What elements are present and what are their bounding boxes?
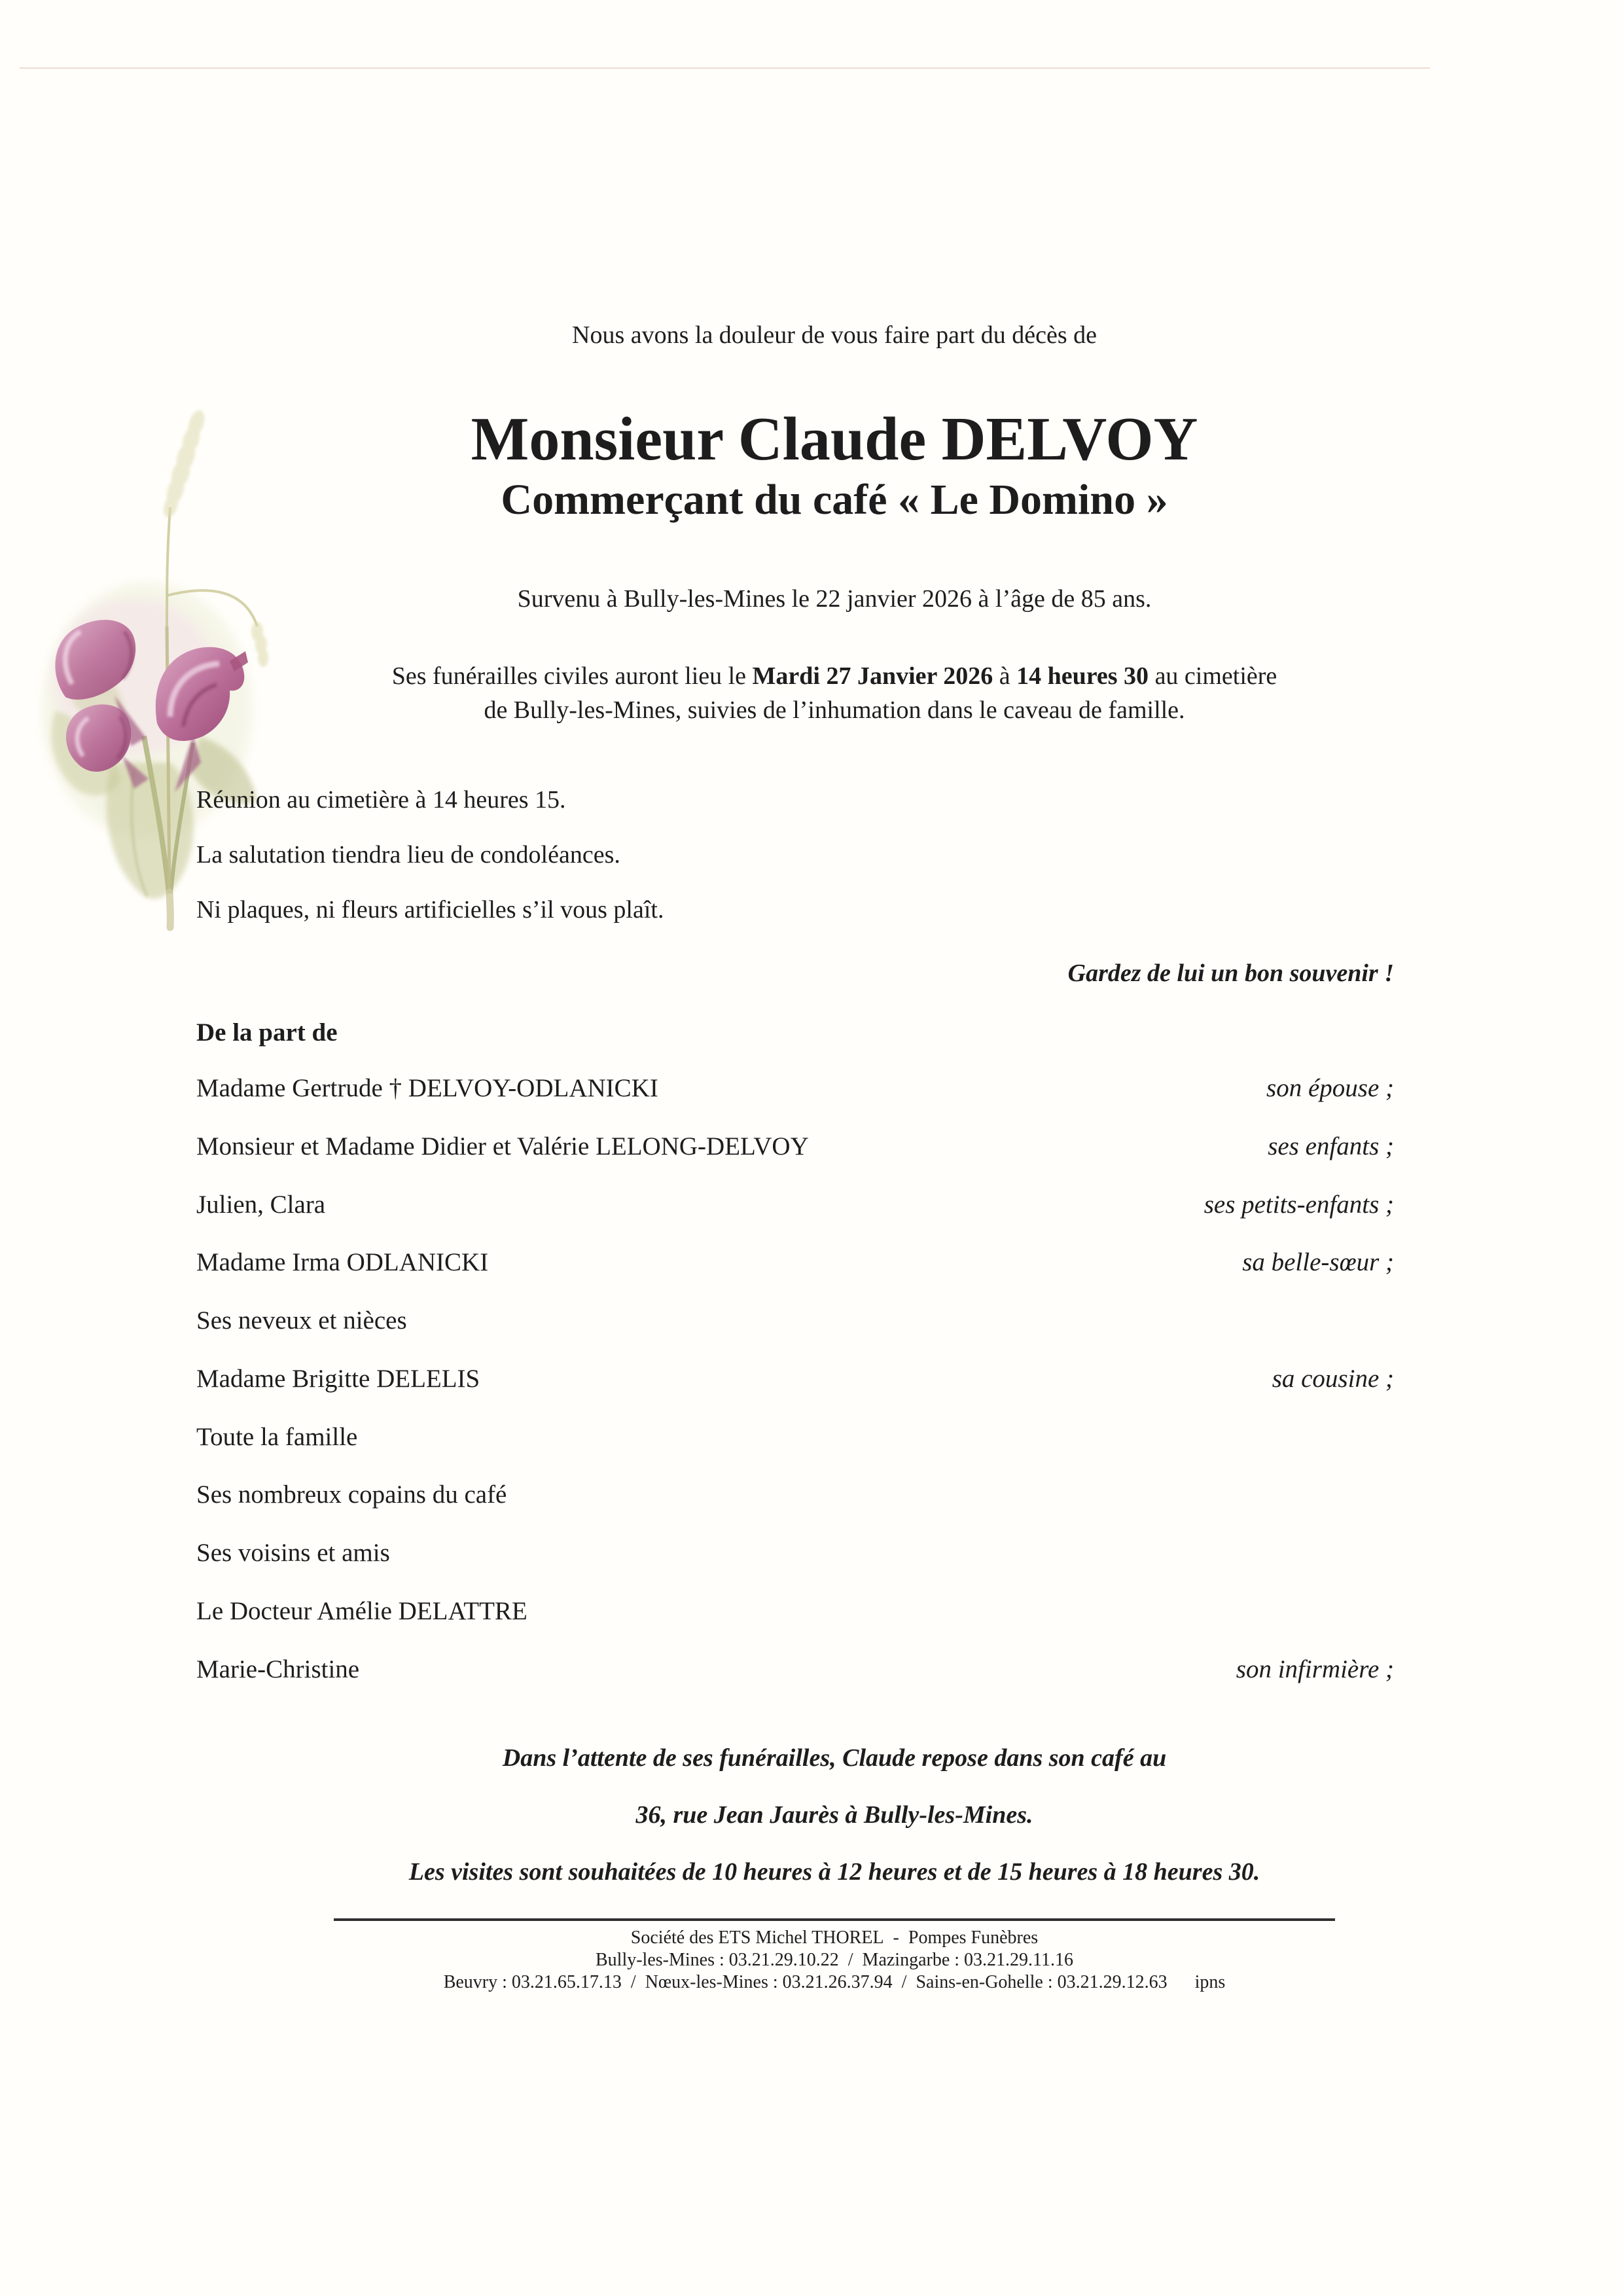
- resting-visits: Les visites sont souhaitées de 10 heures à 12 heures et de 15 heures à 18 heures 30.: [408, 1858, 1260, 1886]
- family-relation: ses enfants ;: [1268, 1132, 1394, 1160]
- family-name: Madame Irma ODLANICKI: [196, 1248, 489, 1276]
- family-row: [196, 1363, 1394, 1395]
- family-relation: sa belle-sœur ;: [1242, 1248, 1394, 1276]
- footer-phones-1: Bully-les-Mines : 03.21.29.10.22 / Mazingarbe : 03.21.29.11.16: [596, 1950, 1073, 1970]
- family-name: Ses neveux et nièces: [196, 1306, 407, 1335]
- funeral-home-footer: [196, 1927, 1472, 1994]
- note-meeting: Réunion au cimetière à 14 heures 15.: [196, 786, 566, 814]
- footer-phones-text: Beuvry : 03.21.65.17.13 / Nœux-les-Mines : 03.21.26.37.94 / Sains-en-Gohelle : 03.21.29.12.63: [443, 1972, 1168, 1992]
- family-row: [196, 1537, 1394, 1570]
- footer-ipns: ipns: [1194, 1972, 1226, 1992]
- funeral-text: au cimetière: [1149, 662, 1277, 690]
- footer-rule: [334, 1918, 1335, 1921]
- funeral-date: Mardi 27 Janvier 2026: [752, 662, 993, 690]
- family-name: Ses nombreux copains du café: [196, 1480, 507, 1509]
- family-relation: son infirmière ;: [1236, 1655, 1394, 1683]
- family-name: Le Docteur Amélie DELATTRE: [196, 1597, 527, 1625]
- family-row: [196, 1189, 1394, 1221]
- resting-line-1: Dans l’attente de ses funérailles, Claude repose dans son café au: [502, 1744, 1167, 1772]
- from-heading: De la part de: [196, 1018, 338, 1047]
- funeral-text: Ses funérailles civiles auront lieu le: [391, 662, 753, 690]
- family-row: [196, 1304, 1394, 1337]
- death-line: Survenu à Bully-les-Mines le 22 janvier 2026 à l’âge de 85 ans.: [517, 585, 1152, 613]
- funeral-text: à: [993, 662, 1017, 690]
- funeral-paragraph: [196, 659, 1472, 727]
- family-name: Julien, Clara: [196, 1191, 326, 1219]
- intro-line: Nous avons la douleur de vous faire part du décès de: [572, 321, 1097, 349]
- scan-fold-line: [20, 67, 1430, 69]
- family-name: Monsieur et Madame Didier et Valérie LELONG-DELVOY: [196, 1132, 809, 1160]
- family-row: [196, 1595, 1394, 1628]
- keepsake-line: Gardez de lui un bon souvenir !: [1067, 960, 1394, 987]
- family-name: Madame Gertrude † DELVOY-ODLANICKI: [196, 1074, 658, 1102]
- footer-phones-2: [196, 1971, 1472, 1994]
- note-no-flowers: Ni plaques, ni fleurs artificielles s’il vous plaît.: [196, 896, 664, 924]
- family-relation: son épouse ;: [1266, 1074, 1394, 1102]
- resting-address: 36, rue Jean Jaurès à Bully-les-Mines.: [635, 1801, 1033, 1829]
- family-name: Madame Brigitte DELELIS: [196, 1365, 480, 1393]
- family-relation: ses petits-enfants ;: [1204, 1191, 1394, 1219]
- family-name: Ses voisins et amis: [196, 1539, 390, 1567]
- deceased-occupation: Commerçant du café « Le Domino »: [501, 476, 1168, 524]
- family-row: [196, 1653, 1394, 1686]
- family-row: [196, 1421, 1394, 1454]
- funeral-line-2: de Bully-les-Mines, suivies de l’inhumation dans le caveau de famille.: [484, 696, 1185, 724]
- family-row: [196, 1479, 1394, 1511]
- note-salutation: La salutation tiendra lieu de condoléances.: [196, 841, 620, 869]
- family-relation: sa cousine ;: [1272, 1365, 1394, 1393]
- family-name: Toute la famille: [196, 1423, 358, 1451]
- funeral-time: 14 heures 30: [1016, 662, 1149, 690]
- deceased-name: Monsieur Claude DELVOY: [471, 405, 1198, 473]
- family-row: [196, 1072, 1394, 1105]
- footer-company: Société des ETS Michel THOREL - Pompes Funèbres: [630, 1928, 1039, 1948]
- family-row: [196, 1246, 1394, 1279]
- family-row: [196, 1130, 1394, 1163]
- funeral-line-1: [196, 659, 1472, 693]
- family-name: Marie-Christine: [196, 1655, 360, 1683]
